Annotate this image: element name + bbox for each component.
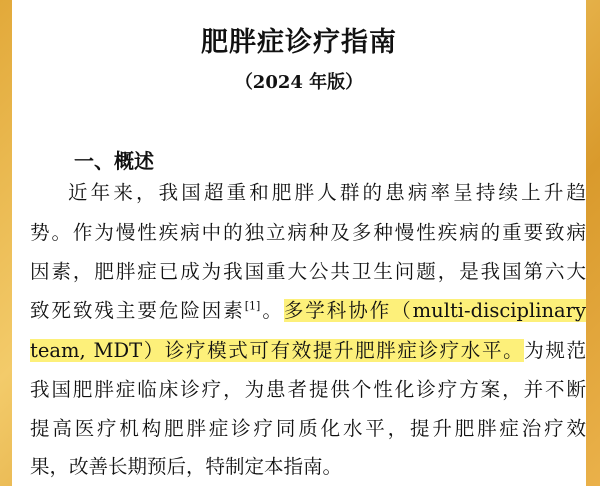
text-line — [30, 296, 586, 326]
document-page — [12, 0, 586, 486]
document-subtitle: （2024 年版） — [234, 72, 364, 93]
line-text: 致死致残主要危险因素 — [30, 299, 245, 322]
text-line: 势。作为慢性疾病中的独立病种及多种慢性疾病的重要致病 — [30, 221, 586, 244]
text-line: 我国肥胖症临床诊疗，为患者提供个性化诊疗方案，并不断 — [30, 378, 586, 401]
section-heading: 一、概述 — [74, 149, 154, 173]
text-line: 近年来，我国超重和肥胖人群的患病率呈持续上升趋 — [68, 181, 586, 204]
highlighted-text: team, MDT）诊疗模式可有效提升肥胖症诊疗水平。 — [30, 339, 525, 362]
line-text: 为规范 — [524, 339, 586, 362]
document-title: 肥胖症诊疗指南 — [201, 27, 397, 58]
highlighted-text: 多学科协作（multi-disciplinary — [283, 299, 586, 322]
line-text: 。 — [260, 299, 284, 322]
text-line: 因素，肥胖症已成为我国重大公共卫生问题，是我国第六大 — [30, 260, 586, 283]
text-line: 果，改善长期预后，特制定本指南。 — [30, 455, 343, 478]
body-text — [12, 0, 586, 486]
text-line — [30, 336, 586, 366]
reference-marker[interactable]: [1] — [244, 299, 261, 313]
text-line: 提高医疗机构肥胖症诊疗同质化水平，提升肥胖症治疗效 — [30, 417, 586, 440]
